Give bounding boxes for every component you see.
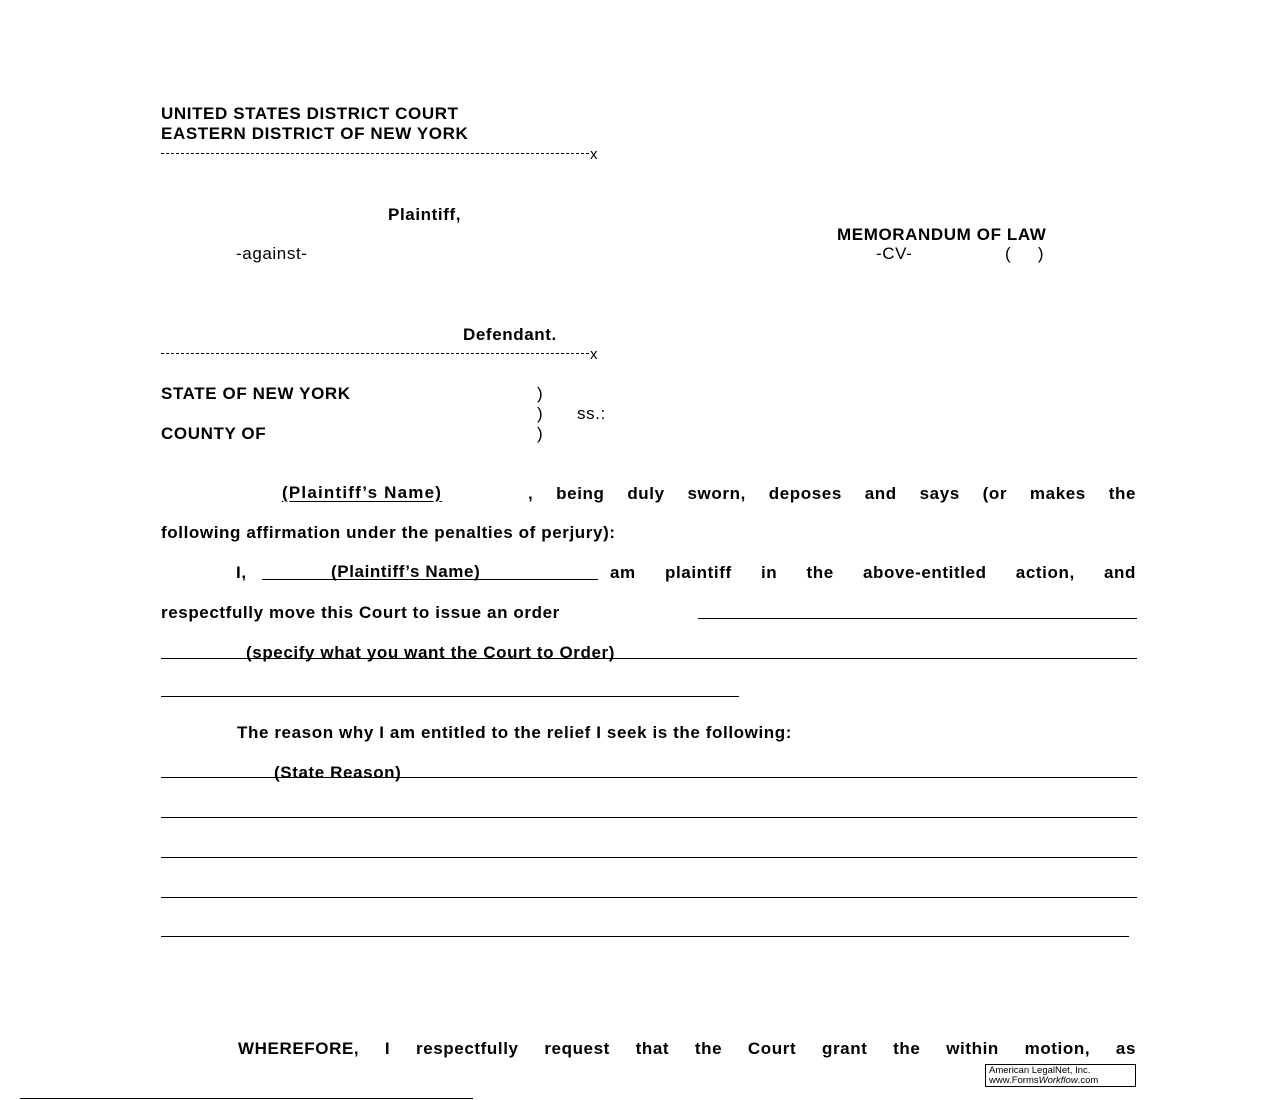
- reason-intro: The reason why I am entitled to the relief I seek is the following:: [237, 723, 793, 742]
- caption-x-mark-bottom: x: [590, 346, 599, 363]
- footnote-separator: [20, 1098, 473, 1099]
- reason-placeholder: (State Reason): [274, 763, 402, 782]
- caption-divider-top: [161, 153, 589, 154]
- order-blank-line-3[interactable]: [161, 696, 739, 697]
- para2-prefix: I,: [236, 563, 247, 582]
- defendant-label: Defendant.: [463, 325, 557, 344]
- court-district: EASTERN DISTRICT OF NEW YORK: [161, 124, 469, 143]
- para1-line1: [528, 485, 1136, 502]
- venue-ss: ss.:: [577, 404, 606, 423]
- para1-line2: following affirmation under the penalties of perjury):: [161, 523, 616, 542]
- publisher-name: American LegalNet, Inc.: [989, 1065, 1091, 1076]
- caption-x-mark-top: x: [590, 146, 599, 163]
- document-title: MEMORANDUM OF LAW: [837, 225, 1047, 244]
- venue-paren-2: ): [537, 404, 544, 423]
- venue-paren-1: ): [537, 384, 544, 403]
- plaintiff-name-placeholder: (Plaintiff’s Name): [282, 483, 443, 502]
- plaintiff-name-field-2[interactable]: [262, 563, 598, 580]
- wherefore-text: WHEREFORE, I respectfully request that the Court grant the within motion, as: [238, 1039, 1136, 1058]
- plaintiff-label: Plaintiff,: [388, 205, 462, 224]
- case-number-parens: ( ): [1005, 244, 1045, 263]
- plaintiff-name-field[interactable]: [236, 484, 454, 501]
- publisher-badge: [985, 1064, 1136, 1087]
- venue-state: STATE OF NEW YORK: [161, 384, 351, 403]
- reason-blank-line-5[interactable]: [161, 936, 1129, 937]
- venue-paren-3: ): [537, 424, 544, 443]
- para1-rest-text: , being duly sworn, deposes and says (or makes the: [528, 484, 1136, 503]
- reason-blank-line-2[interactable]: [161, 817, 1137, 818]
- publisher-url: www.FormsWorkflow.com: [989, 1075, 1099, 1086]
- order-blank-line-1[interactable]: [698, 618, 1137, 619]
- order-placeholder: (specify what you want the Court to Order): [246, 643, 616, 662]
- plaintiff-name-placeholder-2: (Plaintiff’s Name): [331, 562, 481, 581]
- venue-county: COUNTY OF: [161, 424, 267, 443]
- reason-blank-line-3[interactable]: [161, 857, 1137, 858]
- court-name: UNITED STATES DISTRICT COURT: [161, 104, 459, 123]
- para2-line2: respectfully move this Court to issue an order: [161, 603, 560, 622]
- case-number: -CV-: [876, 244, 913, 263]
- para2-rest-text: am plaintiff in the above-entitled action, and: [610, 563, 1136, 582]
- caption-divider-bottom: [161, 353, 589, 354]
- against-label: -against-: [236, 244, 308, 263]
- reason-blank-line-4[interactable]: [161, 897, 1137, 898]
